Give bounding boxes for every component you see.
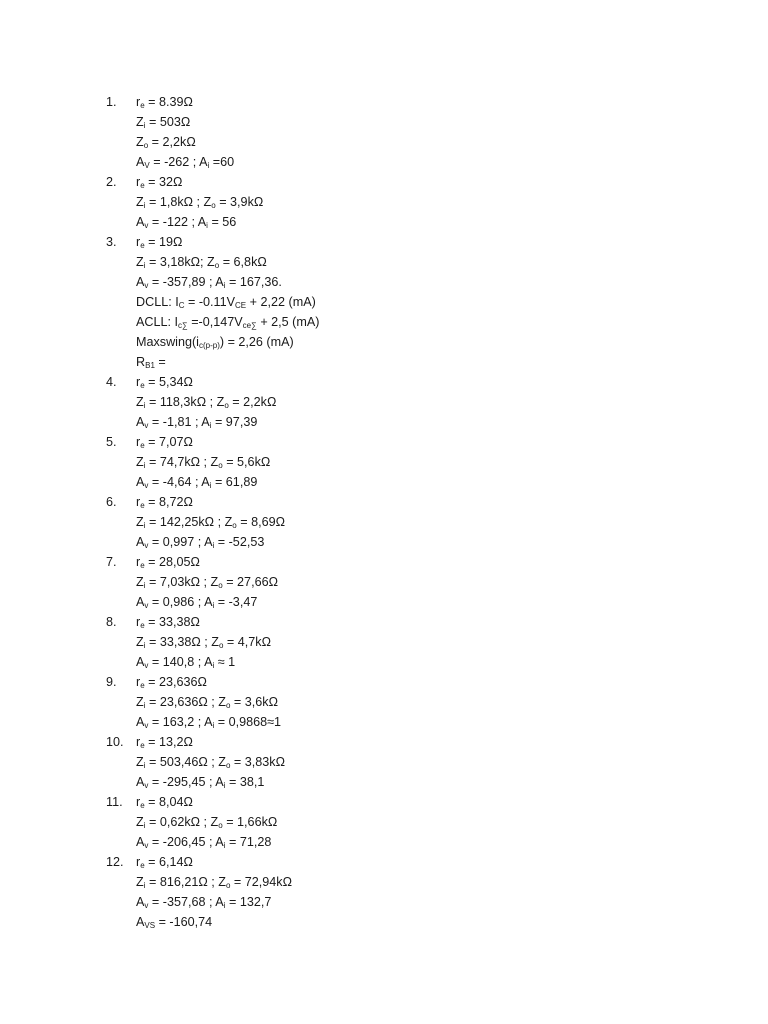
subscript: i (143, 581, 146, 590)
subscript: e (140, 861, 145, 870)
text-run: = -357,89 ; A (148, 275, 224, 289)
text-run: Z (136, 875, 144, 889)
text-run: = 8,69Ω (236, 515, 285, 529)
list-item-number: 6. (106, 495, 117, 509)
list-item-line (0, 832, 768, 852)
subscript: i (212, 661, 215, 670)
list-item-line (0, 472, 768, 492)
subscript: i (143, 701, 146, 710)
text-run: = 74,7kΩ ; Z (145, 455, 219, 469)
text-run: = 33,38Ω (144, 615, 200, 629)
list-item-number: 3. (106, 235, 117, 249)
subscript: o (218, 641, 224, 650)
text-run: = 4,7kΩ (223, 635, 271, 649)
list-item-text (136, 232, 182, 252)
text-run: Maxswing(i (136, 335, 199, 349)
subscript: c(p-p) (198, 341, 220, 350)
subscript: i (143, 521, 146, 530)
subscript: o (224, 401, 229, 410)
list-item-line (0, 612, 768, 632)
subscript: i (207, 161, 210, 170)
text-run: = 2,2kΩ (148, 135, 196, 149)
list-item-line (0, 112, 768, 132)
list-item-line (0, 412, 768, 432)
list-item-text (136, 812, 277, 832)
list-item-text (136, 532, 264, 552)
list-item-text (136, 612, 200, 632)
list-item-text (136, 792, 193, 812)
text-run: Z (136, 195, 144, 209)
list-item-line (0, 632, 768, 652)
list-item-line (0, 372, 768, 392)
list-item-number: 11. (106, 795, 123, 809)
text-run: + 2,5 (mA) (256, 315, 320, 329)
list-item-line (0, 652, 768, 672)
list-item-text (136, 492, 193, 512)
list-item-text (136, 452, 270, 472)
subscript: o (214, 261, 220, 270)
text-run: = 8,72Ω (144, 495, 193, 509)
text-run: = -1,81 ; A (148, 415, 210, 429)
list-item-text (136, 212, 236, 232)
subscript: v (144, 541, 149, 550)
list-item-line (0, 432, 768, 452)
list-item-text (136, 632, 271, 652)
text-run: =-0,147V (187, 315, 243, 329)
list-item-text (136, 772, 264, 792)
text-run: = (154, 355, 166, 369)
list-item-text (136, 392, 276, 412)
text-run: A (136, 835, 145, 849)
text-run: = 163,2 ; A (148, 715, 213, 729)
text-run: = -52,53 (214, 535, 265, 549)
text-run: A (136, 715, 145, 729)
list-item-line (0, 512, 768, 532)
list-item-line (0, 532, 768, 552)
list-item-number: 2. (106, 175, 117, 189)
text-run: A (136, 215, 145, 229)
text-run: Z (136, 255, 144, 269)
list-item-text (136, 572, 278, 592)
subscript: o (225, 881, 231, 890)
text-run: + 2,22 (mA) (246, 295, 316, 309)
subscript: v (144, 221, 149, 230)
subscript: v (144, 661, 149, 670)
text-run: = 38,1 (225, 775, 265, 789)
subscript: i (143, 821, 146, 830)
text-run: = 97,39 (211, 415, 258, 429)
text-run: = 28,05Ω (144, 555, 200, 569)
text-run: r (136, 495, 141, 509)
list-item-text (136, 732, 193, 752)
list-item-line (0, 252, 768, 272)
text-run: = -4,64 ; A (148, 475, 210, 489)
list-item-line (0, 672, 768, 692)
list-item-text (136, 912, 212, 932)
subscript: v (144, 281, 149, 290)
subscript: e (140, 801, 145, 810)
text-run: r (136, 735, 141, 749)
list-item-text (136, 672, 207, 692)
subscript: v (144, 481, 149, 490)
subscript: ce∑ (242, 321, 257, 330)
list-item-number: 7. (106, 555, 117, 569)
list-item-line (0, 912, 768, 932)
subscript: e (140, 101, 145, 110)
list-item-text (136, 892, 271, 912)
text-run: = 1,8kΩ ; Z (145, 195, 212, 209)
text-run: A (136, 895, 145, 909)
subscript: o (225, 761, 231, 770)
text-run: r (136, 615, 141, 629)
text-run: = 61,89 (211, 475, 258, 489)
list-item-line (0, 892, 768, 912)
subscript: i (209, 481, 212, 490)
text-run: = 2,2kΩ (228, 395, 277, 409)
subscript: v (144, 841, 149, 850)
subscript: e (140, 441, 145, 450)
subscript: o (218, 581, 223, 590)
subscript: i (223, 781, 226, 790)
text-run: Z (136, 755, 144, 769)
list-item-line (0, 552, 768, 572)
text-run: = -206,45 ; A (148, 835, 224, 849)
list-item-text (136, 472, 257, 492)
text-run: Z (136, 455, 144, 469)
list-item-line (0, 772, 768, 792)
text-run: = 118,3kΩ ; Z (145, 395, 225, 409)
subscript: v (144, 781, 149, 790)
list-item-line (0, 712, 768, 732)
text-run: A (136, 595, 145, 609)
list-item-number: 10. (106, 735, 124, 749)
list-item-line (0, 212, 768, 232)
text-run: = -0.11V (184, 295, 236, 309)
subscript: c∑ (178, 321, 188, 330)
list-item-text (136, 432, 193, 452)
list-item-text (136, 352, 166, 372)
text-run: = 23,636Ω (144, 675, 207, 689)
text-run: = 33,38Ω ; Z (145, 635, 219, 649)
list-item-number: 4. (106, 375, 117, 389)
text-run: = 23,636Ω ; Z (145, 695, 226, 709)
subscript: i (143, 641, 146, 650)
subscript: i (206, 221, 208, 230)
text-run: = 32Ω (144, 175, 183, 189)
subscript: i (143, 201, 146, 210)
text-run: = 142,25kΩ ; Z (145, 515, 233, 529)
list-item-text (136, 312, 319, 332)
list-item-line (0, 272, 768, 292)
list-item-text (136, 172, 182, 192)
text-run: = -160,74 (155, 915, 213, 929)
list-item-number: 5. (106, 435, 117, 449)
list-item-line (0, 572, 768, 592)
list-item-line (0, 332, 768, 352)
subscript: CE (235, 301, 247, 310)
text-run: = 1,66kΩ (222, 815, 278, 829)
list-item-text (136, 872, 292, 892)
subscript: o (211, 201, 216, 210)
text-run: = 132,7 (225, 895, 272, 909)
text-run: = 5,6kΩ (222, 455, 271, 469)
text-run: ACLL: I (136, 315, 178, 329)
text-run: r (136, 675, 141, 689)
list-item-number: 9. (106, 675, 117, 689)
text-run: A (136, 415, 145, 429)
list-item-line (0, 872, 768, 892)
list-item-text (136, 852, 193, 872)
list-item-number: 8. (106, 615, 117, 629)
list-item-text (136, 512, 285, 532)
text-run: = 3,9kΩ (215, 195, 264, 209)
subscript: B1 (145, 361, 155, 370)
text-run: R (136, 355, 146, 369)
subscript: e (140, 561, 145, 570)
subscript: e (140, 241, 145, 250)
text-run: Z (136, 135, 144, 149)
text-run: A (136, 155, 145, 169)
subscript: o (218, 821, 223, 830)
list-item-number: 1. (106, 95, 117, 109)
text-run: A (136, 475, 145, 489)
text-run: A (136, 535, 145, 549)
list-item-text (136, 292, 316, 312)
list-item-line (0, 692, 768, 712)
text-run: = 503,46Ω ; Z (145, 755, 226, 769)
text-run: r (136, 95, 141, 109)
text-run: =60 (209, 155, 235, 169)
list-item-line (0, 352, 768, 372)
text-run: = -357,68 ; A (148, 895, 224, 909)
text-run: r (136, 375, 141, 389)
text-run: r (136, 435, 141, 449)
subscript: i (212, 601, 215, 610)
list-item-line (0, 152, 768, 172)
subscript: i (223, 281, 226, 290)
list-item-number: 12. (106, 855, 124, 869)
list-item-text (136, 592, 257, 612)
text-run: = 0,986 ; A (148, 595, 213, 609)
text-run: = 0,9868≈1 (214, 715, 282, 729)
list-item-line (0, 812, 768, 832)
list-item-text (136, 752, 285, 772)
list-item-text (136, 112, 190, 132)
list-item-line (0, 132, 768, 152)
subscript: i (143, 261, 146, 270)
text-run: Z (136, 815, 144, 829)
subscript: i (223, 901, 226, 910)
text-run: Z (136, 695, 144, 709)
text-run: r (136, 855, 141, 869)
text-run: = 0,997 ; A (148, 535, 213, 549)
list-item-text (136, 372, 193, 392)
list-item-line (0, 592, 768, 612)
text-run: = 3,83kΩ (230, 755, 285, 769)
subscript: v (144, 421, 149, 430)
text-run: A (136, 275, 145, 289)
text-run: = 167,36. (225, 275, 282, 289)
subscript: e (140, 501, 145, 510)
list-item-line (0, 752, 768, 772)
text-run: A (136, 775, 145, 789)
subscript: i (143, 461, 146, 470)
subscript: i (143, 121, 146, 130)
text-run: = 3,18kΩ; Z (145, 255, 215, 269)
list-item-text (136, 192, 263, 212)
text-run: ≈ 1 (214, 655, 236, 669)
list-item-text (136, 692, 278, 712)
list-item-text (136, 152, 234, 172)
subscript: i (212, 721, 215, 730)
text-run: = 27,66Ω (222, 575, 278, 589)
subscript: e (140, 381, 145, 390)
subscript: v (144, 721, 149, 730)
list-item-line (0, 392, 768, 412)
text-run: = 6,14Ω (144, 855, 193, 869)
text-run: = 56 (207, 215, 237, 229)
text-run: = 72,94kΩ (230, 875, 293, 889)
text-run: = -262 ; A (149, 155, 208, 169)
text-run: = 8.39Ω (144, 95, 193, 109)
text-run: r (136, 795, 141, 809)
text-run: = 7,03kΩ ; Z (145, 575, 219, 589)
text-run: ) = 2,26 (mA) (219, 335, 294, 349)
text-run: r (136, 175, 141, 189)
list-item-line (0, 792, 768, 812)
text-run: A (136, 655, 145, 669)
text-run: Z (136, 575, 144, 589)
subscript: i (143, 401, 146, 410)
text-run: DCLL: I (136, 295, 179, 309)
text-run: = -3,47 (214, 595, 258, 609)
text-run: = 5,34Ω (144, 375, 193, 389)
subscript: i (223, 841, 226, 850)
subscript: e (140, 181, 145, 190)
subscript: o (143, 141, 149, 150)
text-run: = -122 ; A (148, 215, 207, 229)
text-run: r (136, 555, 141, 569)
text-run: = 71,28 (225, 835, 272, 849)
text-run: = -295,45 ; A (148, 775, 224, 789)
subscript: o (232, 521, 237, 530)
subscript: i (143, 761, 146, 770)
list-item-line (0, 312, 768, 332)
list-item-line (0, 452, 768, 472)
answer-list (0, 92, 768, 932)
subscript: VS (144, 921, 156, 930)
subscript: e (140, 741, 145, 750)
subscript: i (212, 541, 215, 550)
list-item-text (136, 332, 294, 352)
text-run: = 503Ω (145, 115, 191, 129)
text-run: = 7,07Ω (144, 435, 193, 449)
text-run: = 816,21Ω ; Z (145, 875, 226, 889)
list-item-text (136, 92, 193, 112)
subscript: i (143, 881, 146, 890)
text-run: A (136, 915, 145, 929)
text-run: = 6,8kΩ (219, 255, 267, 269)
list-item-line (0, 732, 768, 752)
list-item-text (136, 272, 282, 292)
subscript: V (144, 161, 150, 170)
list-item-line (0, 292, 768, 312)
text-run: = 8,04Ω (144, 795, 193, 809)
subscript: i (209, 421, 212, 430)
subscript: e (140, 621, 145, 630)
text-run: Z (136, 515, 144, 529)
text-run: Z (136, 395, 144, 409)
text-run: = 3,6kΩ (230, 695, 278, 709)
text-run: = 0,62kΩ ; Z (145, 815, 219, 829)
list-item-text (136, 652, 235, 672)
list-item-text (136, 552, 200, 572)
list-item-line (0, 92, 768, 112)
list-item-line (0, 232, 768, 252)
list-item-text (136, 712, 281, 732)
subscript: e (140, 681, 145, 690)
text-run: Z (136, 115, 144, 129)
subscript: C (178, 301, 185, 310)
text-run: = 19Ω (144, 235, 183, 249)
subscript: v (144, 601, 149, 610)
list-item-text (136, 832, 271, 852)
subscript: v (144, 901, 149, 910)
list-item-text (136, 132, 196, 152)
list-item-line (0, 172, 768, 192)
text-run: = 140,8 ; A (148, 655, 213, 669)
list-item-line (0, 192, 768, 212)
list-item-line (0, 492, 768, 512)
list-item-line (0, 852, 768, 872)
subscript: o (225, 701, 231, 710)
list-item-text (136, 252, 267, 272)
text-run: r (136, 235, 141, 249)
subscript: o (218, 461, 223, 470)
text-run: = 13,2Ω (144, 735, 193, 749)
list-item-text (136, 412, 257, 432)
text-run: Z (136, 635, 144, 649)
